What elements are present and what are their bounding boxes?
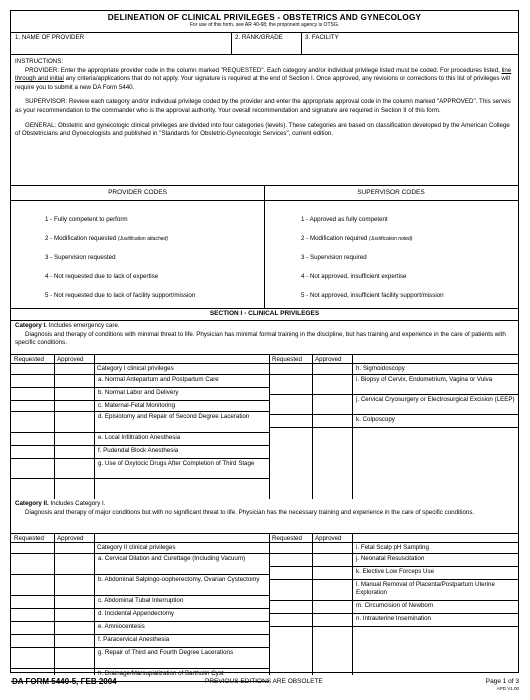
privilege-item: Category I clinical privileges xyxy=(94,364,269,375)
codes-table xyxy=(11,186,518,309)
requested-column-header: Approved xyxy=(54,355,94,364)
privilege-item: g. Use of Oxytocic Drugs After Completion of Third Stage xyxy=(94,459,269,479)
requested-code-cell[interactable] xyxy=(269,415,312,428)
supervisor-code-text: 4 - Not approved, insufficient expertise xyxy=(301,273,407,280)
approved-code-cell[interactable] xyxy=(54,648,94,669)
approved-code-cell[interactable] xyxy=(312,567,352,580)
approved-code-cell[interactable] xyxy=(312,395,352,415)
editions-note: PREVIOUS EDITIONS ARE OBSOLETE xyxy=(205,678,323,685)
privilege-item: d. Incidental Appendectomy xyxy=(94,609,269,622)
provider-code-text: 3 - Supervision requested xyxy=(45,254,116,261)
provider-name-label: 1. NAME OF PROVIDER xyxy=(15,34,85,41)
privilege-item: h. Drainage/Marsupialization of Bartholin Cyst xyxy=(94,669,269,682)
privilege-item: f. Paracervical Anesthesia xyxy=(94,635,269,648)
privilege-item: n. Intrauterine Insemination xyxy=(352,614,518,627)
approved-code-cell[interactable] xyxy=(54,446,94,459)
privilege-item: l. Manual Removal of Placenta/Postpartum Uterine Exploration xyxy=(352,580,518,601)
requested-code-cell[interactable] xyxy=(11,575,54,596)
approved-code-cell[interactable] xyxy=(54,543,94,554)
requested-code-cell[interactable] xyxy=(11,446,54,459)
privilege-item: e. Local Infiltration Anesthesia xyxy=(94,433,269,446)
privilege-item: e. Amniocentesis xyxy=(94,622,269,635)
privilege-item: c. Abdominal Tubal Interruption xyxy=(94,596,269,609)
category-1-table xyxy=(11,354,518,499)
provider-code-3 xyxy=(45,254,116,261)
provider-code-4 xyxy=(45,273,158,280)
provider-code-text: 4 - Not requested due to lack of expertise xyxy=(45,273,159,280)
privilege-item: b. Normal Labor and Delivery xyxy=(94,388,269,401)
approved-code-cell[interactable] xyxy=(54,459,94,479)
requested-code-cell[interactable] xyxy=(11,388,54,401)
instructions-block xyxy=(11,54,518,186)
blank-header xyxy=(352,534,518,543)
approved-code-cell[interactable] xyxy=(54,622,94,635)
supervisor-code-text: 3 - Supervision required xyxy=(301,254,367,261)
supervisor-code-2 xyxy=(301,235,412,242)
approved-column-header: Requested xyxy=(269,355,312,364)
form-header xyxy=(11,11,518,33)
privilege-item: Category II clinical privileges xyxy=(94,543,269,554)
approved-code-cell[interactable] xyxy=(54,554,94,575)
form-footer xyxy=(10,674,519,698)
requested-code-cell[interactable] xyxy=(11,609,54,622)
privilege-item: j. Cervical Cryosurgery or Electrosurgical Excision (LEEP) xyxy=(352,395,518,415)
supervisor-codes-header: SUPERVISOR CODES xyxy=(264,186,518,201)
requested-column-header: Requested xyxy=(11,355,54,364)
privilege-item: h. Sigmoidoscopy xyxy=(352,364,518,375)
approved-code-cell[interactable] xyxy=(54,609,94,622)
blank-header xyxy=(94,534,269,543)
identification-row xyxy=(11,32,518,55)
approved-code-cell[interactable] xyxy=(54,635,94,648)
supervisor-code-note: (Justification noted) xyxy=(369,236,413,242)
rank-grade-label: 2. RANK/GRADE xyxy=(235,34,283,41)
facility-field[interactable] xyxy=(301,32,518,54)
approved-code-cell[interactable] xyxy=(54,596,94,609)
requested-code-cell[interactable] xyxy=(11,635,54,648)
requested-code-cell[interactable] xyxy=(269,614,312,627)
section-1 xyxy=(11,308,518,677)
category-2-description: Category II. Includes Category I. Diagnosis and therapy of major conditions but with no significant threat to life. Physician has the necessary training and experience in the care of specific conditions. xyxy=(15,500,475,516)
approved-column-header: Approved xyxy=(312,355,352,364)
supervisor-code-4 xyxy=(301,273,406,280)
privilege-item: m. Circumcision of Newborn xyxy=(352,601,518,614)
apd-version: APD V1.00 xyxy=(496,686,519,691)
requested-code-cell[interactable] xyxy=(269,601,312,614)
provider-code-text: 2 - Modification requested xyxy=(45,235,118,242)
approved-column-header: Approved xyxy=(312,534,352,543)
privilege-item: i. Biopsy of Cervix, Endometrium, Vagina or Vulva xyxy=(352,375,518,395)
provider-code-1 xyxy=(45,216,128,223)
supervisor-code-5 xyxy=(301,292,444,299)
approved-column-header: Requested xyxy=(269,534,312,543)
page-number: Page 1 of 3 xyxy=(485,678,519,685)
approved-code-cell[interactable] xyxy=(54,388,94,401)
requested-code-cell[interactable] xyxy=(11,596,54,609)
requested-code-cell[interactable] xyxy=(11,433,54,446)
requested-code-cell[interactable] xyxy=(11,375,54,388)
requested-code-cell[interactable] xyxy=(11,364,54,375)
requested-code-cell[interactable] xyxy=(269,364,312,375)
privilege-item: k. Elective Low Forceps Use xyxy=(352,567,518,580)
approved-code-cell[interactable] xyxy=(312,601,352,614)
privilege-item: i. Fetal Scalp pH Sampling xyxy=(352,543,518,554)
form-page xyxy=(10,10,519,677)
requested-code-cell[interactable] xyxy=(269,375,312,395)
supervisor-instructions: SUPERVISOR: Review each category and/or individual privilege coded by the provider and enter the appropriate approval code in the column marked "APPROVED". This serves as your recommendation to the commander who is the approval authority. Your overall recommendation and signature are required in Section II of this form. xyxy=(15,98,511,114)
category-2-table xyxy=(11,533,518,675)
form-subtitle: For use of this form, see AR 40-68; the proponent agency is OTSG. xyxy=(189,22,340,28)
requested-code-cell[interactable] xyxy=(269,554,312,567)
requested-code-cell[interactable] xyxy=(11,412,54,433)
provider-codes-header: PROVIDER CODES xyxy=(11,186,264,201)
privilege-item: k. Colposcopy xyxy=(352,415,518,428)
requested-column-header: Approved xyxy=(54,534,94,543)
provider-code-2 xyxy=(45,235,168,242)
requested-code-cell[interactable] xyxy=(269,543,312,554)
supervisor-code-text: 2 - Modification required xyxy=(301,235,370,242)
approved-code-cell[interactable] xyxy=(312,580,352,601)
privilege-item: f. Pudendal Block Anesthesia xyxy=(94,446,269,459)
section-1-title: SECTION I - CLINICAL PRIVILEGES xyxy=(11,308,518,321)
form-title: DELINEATION OF CLINICAL PRIVILEGES - OBSTETRICS AND GYNECOLOGY xyxy=(107,13,422,22)
blank-header xyxy=(94,355,269,364)
privilege-item: g. Repair of Third and Fourth Degree Lacerations xyxy=(94,648,269,669)
requested-code-cell[interactable] xyxy=(11,401,54,412)
supervisor-code-text: 5 - Not approved, insufficient facility support/mission xyxy=(301,292,444,299)
approved-code-cell[interactable] xyxy=(54,364,94,375)
form-number: DA FORM 5440-5, FEB 2004 xyxy=(12,677,117,686)
approved-code-cell[interactable] xyxy=(312,543,352,554)
provider-instructions: PROVIDER: Enter the appropriate provider code in the column marked "REQUESTED". Each category and/or individual privilege listed must be coded. For procedures listed, line through and initial any criteria/applications that do not apply. Your signature is required at the end of Section I. Once approved, any revisions or corrections to this list of privileges will require you to submit a new DA Form 5440. xyxy=(15,66,512,91)
facility-label: 3. FACILITY xyxy=(305,34,339,41)
privilege-item: b. Abdominal Salpingo-oopherectomy, Ovarian Cystectomy xyxy=(94,575,269,596)
requested-code-cell[interactable] xyxy=(269,395,312,415)
rank-grade-field[interactable] xyxy=(231,32,301,54)
approved-code-cell[interactable] xyxy=(312,415,352,428)
provider-code-5 xyxy=(45,292,195,299)
supervisor-code-1 xyxy=(301,216,388,223)
blank-header xyxy=(352,355,518,364)
category-1-description: Category I. Includes emergency care. Diagnosis and therapy of conditions with minimal threat to life. Physician has minimal formal training in the discipline, but has training and experience in the care of patients with specific conditions. xyxy=(15,322,506,347)
approved-code-cell[interactable] xyxy=(312,554,352,567)
supervisor-code-text: 1 - Approved as fully competent xyxy=(301,216,388,223)
general-instructions: GENERAL: Obstetric and gynecologic clinical privileges are divided into four categories (levels). These categories are based on classification developed by the American College of Obstetricians and Gynecologists and published in "Standards for Obstetric-Gynecologic Services", current edition. xyxy=(15,121,510,138)
requested-code-cell[interactable] xyxy=(11,459,54,479)
requested-code-cell[interactable] xyxy=(11,648,54,669)
privilege-item: j. Neonatal Resuscitation xyxy=(352,554,518,567)
requested-code-cell[interactable] xyxy=(269,567,312,580)
provider-code-text: 5 - Not requested due to lack of facility support/mission xyxy=(45,292,196,299)
privilege-item: a. Normal Antepartum and Postpartum Care xyxy=(94,375,269,388)
privilege-item: c. Maternal-Fetal Monitoring xyxy=(94,401,269,412)
approved-code-cell[interactable] xyxy=(54,412,94,433)
privilege-item: d. Episiotomy and Repair of Second Degree Laceration xyxy=(94,412,269,433)
provider-code-note: (Justification attached) xyxy=(117,236,168,242)
approved-code-cell[interactable] xyxy=(312,375,352,395)
approved-code-cell[interactable] xyxy=(312,614,352,627)
approved-code-cell[interactable] xyxy=(54,401,94,412)
privilege-item: a. Cervical Dilation and Curettage (Including Vacuum) xyxy=(94,554,269,575)
instructions-heading: INSTRUCTIONS: xyxy=(15,58,64,65)
approved-code-cell[interactable] xyxy=(312,364,352,375)
approved-code-cell[interactable] xyxy=(54,375,94,388)
provider-name-field[interactable] xyxy=(11,32,231,54)
requested-code-cell[interactable] xyxy=(269,580,312,601)
requested-code-cell[interactable] xyxy=(11,543,54,554)
approved-code-cell[interactable] xyxy=(54,433,94,446)
requested-code-cell[interactable] xyxy=(11,622,54,635)
requested-column-header: Requested xyxy=(11,534,54,543)
approved-code-cell[interactable] xyxy=(54,575,94,596)
provider-code-text: 1 - Fully competent to perform xyxy=(45,216,128,223)
supervisor-code-3 xyxy=(301,254,367,261)
requested-code-cell[interactable] xyxy=(11,554,54,575)
